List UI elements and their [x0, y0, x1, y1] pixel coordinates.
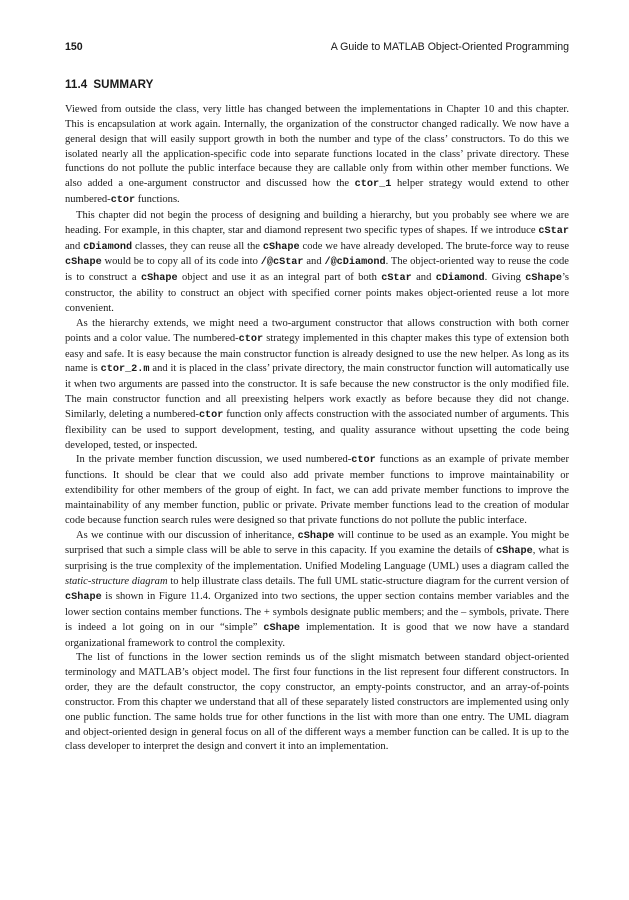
inline-code: cStar [538, 225, 569, 237]
paragraph: In the private member function discussion, we used numbered-ctor functions as an example of private member functions. It should be clear that we could also add private member functions to improve maintainability or extendibility for other members of the group of eight. In fact, we can add private member functions to improve the maintainability of any member function, public or private. Private member functions lead to the creation of modular code because function search rules were designed so that private functions do not pollute the public interface. [65, 454, 569, 526]
section-title: SUMMARY [93, 78, 154, 91]
inline-code: cShape [263, 622, 301, 634]
inline-code: cDiamond [83, 241, 133, 253]
inline-code: ctor [198, 409, 224, 421]
paragraph: Viewed from outside the class, very little has changed between the implementations in Chapter 10 and this chapter. This is encapsulation at work again. Internally, the organization of the constructor changed radically. We now have a general design that will easily support growth in both the number and type of the class’ constructors. To do this we isolated nearly all the application-specific code into separate functions located in the class’ private directory. These functions do not pollute the public interface because they are callable only from within other member functions. We also added a one-argument constructor and discussed how the ctor_1 helper strategy would extend to other numbered-ctor functions. [65, 104, 569, 207]
inline-code: cShape [65, 592, 102, 603]
paragraph: The list of functions in the lower section reminds us of the slight mismatch between standard object-oriented terminology and MATLAB’s object model. The first four functions in the list represent four different constructors. In order, they are the default constructor, the copy constructor, an empty-points constructor, and an array-of-points constructor. From this chapter we understand that all of these separately listed constructors are implemented using only one public function. The same holds true for other functions in the list with more than one entry. The UML diagram and object-oriented design in general focus on all of the different ways a member function can be called. It is up to the class developer to interpret the design and convert it into an implementation. [65, 652, 569, 753]
paragraph: As the hierarchy extends, we might need a two-argument constructor that allows construction with both corner points and a color value. The numbered-ctor strategy implemented in this chapter makes this type of extension both easy and safe. It is easy because the main constructor function is already designed to use the new helper. As long as its name is ctor_2.m and it is placed in the class’ private directory, the main constructor function will automatically use it when two arguments are passed into the constructor. It is safe because the new constructor is the only modified file. The main constructor function and all preexisting helpers work exactly as before because they did not change. Similarly, deleting a numbered-ctor function only affects construction with the associated number of arguments. This flexibility can be used to support development, testing, and quality assurance without upsetting the code being developed, tested, or inspected. [65, 317, 570, 451]
paragraph: As we continue with our discussion of inheritance, cShape will continue to be used as an example. You might be surprised that such a simple class will be able to serve in this capacity. If you examine the details of cShape, what is surprising is the true complexity of the implementation. Unified Modeling Language (UML) uses a diagram called the static-structure diagram to help illustrate class details. The full UML static-structure diagram for the current version of cShape is shown in Figure 11.4. Organized into two sections, the upper section contains member variables and the lower section contains member functions. The + symbols designate public members; and the – symbols, private. There is indeed a lot going on in our “simple” cShape implementation. It is good that we now have a standard organizational framework to control the complexity. [65, 529, 570, 649]
section-number: 11.4 [65, 78, 88, 91]
inline-code: cShape [525, 273, 562, 285]
inline-code: ctor [110, 195, 136, 207]
inline-code: ctor_1 [354, 179, 392, 191]
inline-code: cShape [496, 546, 533, 558]
inline-code: /@cStar [260, 257, 304, 269]
paragraph: This chapter did not begin the process of designing and building a hierarchy, but you probably see where we are heading. For example, in this chapter, star and diamond represent two specific types of shapes. If we introduce cStar and cDiamond classes, they can reuse all the cShape code we have already developed. The brute-force way to reuse cShape would be to copy all of its code into /@cStar and /@cDiamond. The object-oriented way to reuse the code is to construct a cShape object and use it as an integral part of both cStar and cDiamond. Giving cShape’s constructor, the ability to construct an object with specified corner points makes object-oriented reuse a lot more convenient. [65, 209, 570, 314]
body-text [65, 103, 569, 755]
inline-code: cShape [65, 257, 102, 269]
inline-code: /@cDiamond [324, 257, 386, 269]
page-number: 150 [65, 41, 83, 53]
inline-code: cDiamond [435, 273, 485, 285]
section-heading [65, 78, 569, 92]
document-page [65, 40, 569, 755]
inline-code: cShape [262, 241, 300, 253]
running-title: A Guide to MATLAB Object-Oriented Programming [330, 41, 569, 53]
inline-code: ctor_2.m [100, 364, 150, 376]
inline-code: cShape [140, 273, 178, 285]
italic-term: static-structure diagram [65, 576, 168, 588]
running-header [65, 40, 569, 54]
inline-code: cShape [297, 530, 335, 542]
inline-code: ctor [351, 455, 376, 467]
inline-code: ctor [238, 333, 264, 345]
inline-code: cStar [381, 273, 412, 285]
